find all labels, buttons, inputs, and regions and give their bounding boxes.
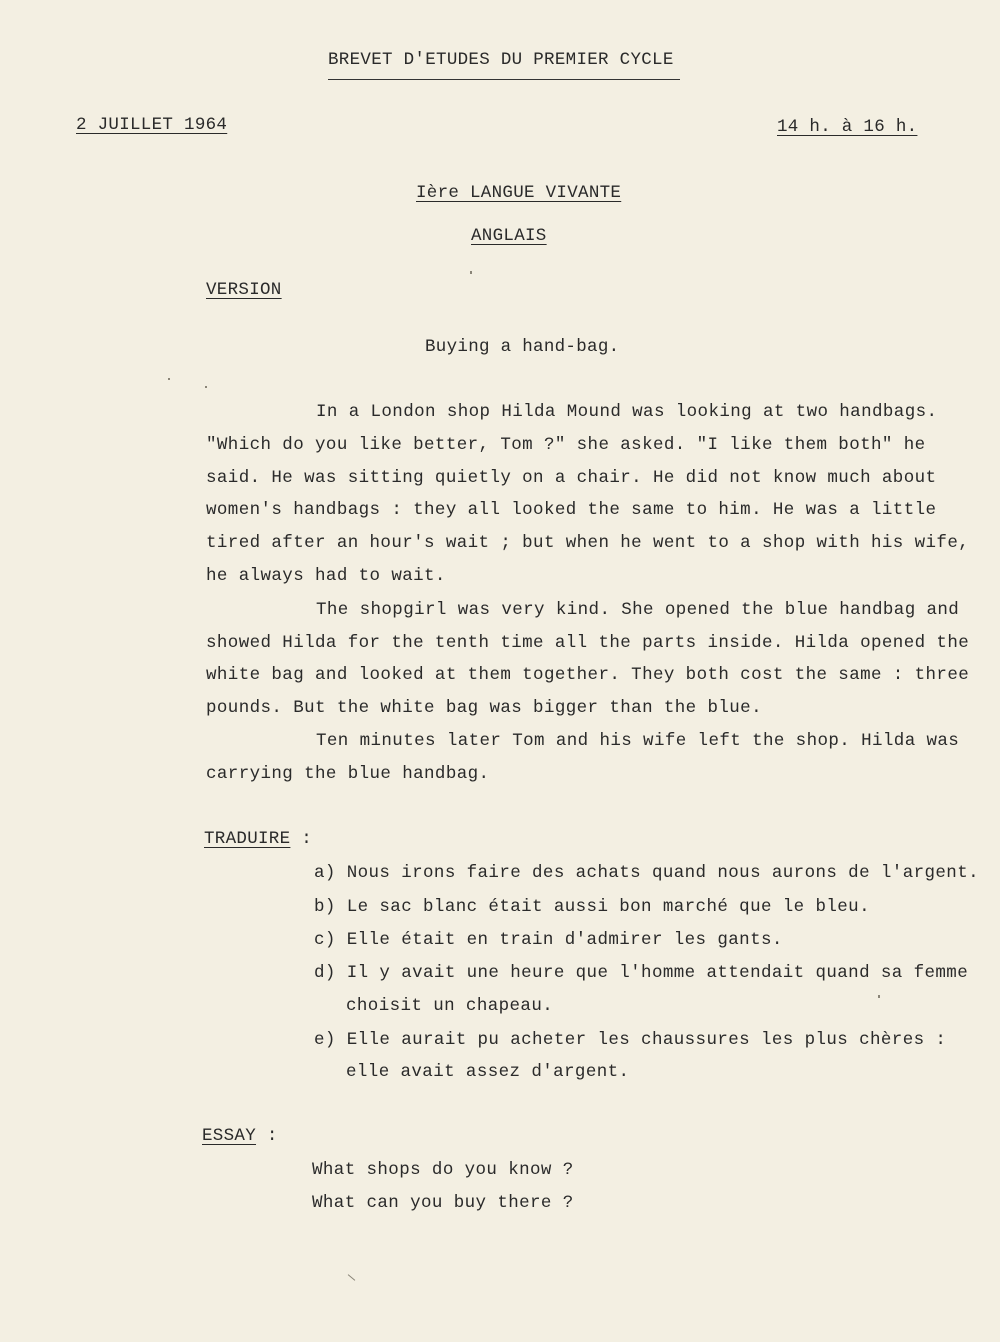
passage-line: pounds. But the white bag was bigger than the blue. (206, 698, 762, 718)
version-title: Buying a hand-bag. (425, 337, 620, 357)
essay-colon: : (266, 1126, 278, 1146)
traduire-item-continuation: elle avait assez d'argent. (346, 1062, 630, 1082)
essay-question: What shops do you know ? (312, 1160, 574, 1180)
exam-title: BREVET D'ETUDES DU PREMIER CYCLE (328, 50, 674, 70)
title-rule (328, 79, 680, 80)
passage-line: The shopgirl was very kind. She opened the blue handbag and (316, 600, 960, 620)
passage-line: carrying the blue handbag. (206, 764, 490, 784)
paper-speck (878, 995, 880, 998)
traduire-item-continuation: choisit un chapeau. (346, 996, 554, 1016)
passage-line: women's handbags : they all looked the same to him. He was a little (206, 500, 937, 520)
traduire-heading-row (204, 829, 312, 849)
essay-heading-row (202, 1126, 278, 1146)
exam-time: 14 h. à 16 h. (777, 117, 918, 137)
essay-heading: ESSAY (202, 1126, 257, 1146)
traduire-item: c) Elle était en train d'admirer les gants. (314, 930, 783, 950)
paper-speck (205, 386, 207, 388)
passage-line: white bag and looked at them together. They both cost the same : three (206, 665, 970, 685)
subject-name: ANGLAIS (471, 226, 547, 246)
passage-line: In a London shop Hilda Mound was looking at two handbags. (316, 402, 938, 422)
traduire-item: b) Le sac blanc était aussi bon marché que le bleu. (314, 897, 870, 917)
passage-line: Ten minutes later Tom and his wife left the shop. Hilda was (316, 731, 960, 751)
passage-line: he always had to wait. (206, 566, 446, 586)
language-level: Ière LANGUE VIVANTE (416, 183, 622, 203)
exam-date: 2 JUILLET 1964 (76, 115, 228, 135)
essay-question: What can you buy there ? (312, 1193, 574, 1213)
passage-line: showed Hilda for the tenth time all the parts inside. Hilda opened the (206, 633, 970, 653)
version-heading: VERSION (206, 280, 282, 300)
traduire-item: e) Elle aurait pu acheter les chaussures les plus chères : (314, 1030, 947, 1050)
traduire-item: a) Nous irons faire des achats quand nous aurons de l'argent. (314, 863, 980, 883)
paper-speck (168, 378, 170, 380)
paper-speck (470, 271, 472, 274)
paper-speck (348, 1274, 356, 1281)
traduire-item: d) Il y avait une heure que l'homme attendait quand sa femme (314, 963, 969, 983)
passage-line: said. He was sitting quietly on a chair. He did not know much about (206, 468, 937, 488)
passage-line: "Which do you like better, Tom ?" she asked. "I like them both" he (206, 435, 926, 455)
traduire-heading: TRADUIRE (204, 829, 291, 849)
traduire-colon: : (301, 829, 313, 849)
passage-line: tired after an hour's wait ; but when he went to a shop with his wife, (206, 533, 970, 553)
